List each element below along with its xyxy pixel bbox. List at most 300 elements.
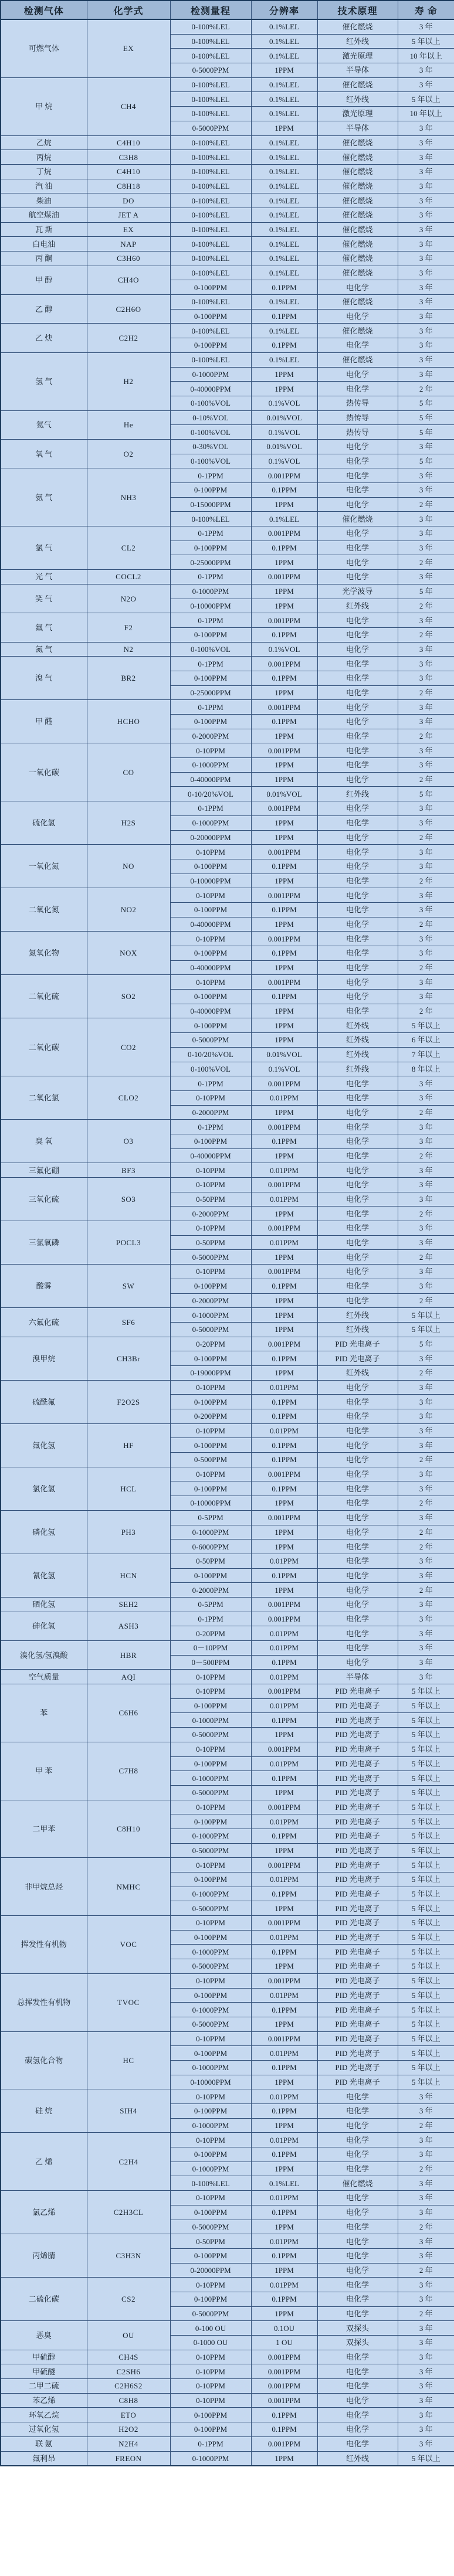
- resolution-cell: 0.1%LEL: [251, 107, 317, 121]
- principle-cell: PID 光电离子: [317, 1945, 398, 1959]
- resolution-cell: 1PPM: [251, 2075, 317, 2089]
- resolution-cell: 1PPM: [251, 1250, 317, 1265]
- range-cell: 0-1000PPM: [170, 1308, 251, 1323]
- table-row: [1, 208, 454, 222]
- principle-cell: 电化学: [317, 613, 398, 628]
- lifespan-cell: 5 年以上: [398, 1887, 454, 1901]
- gas-name-cell: 氮 气: [1, 642, 87, 657]
- lifespan-cell: 5 年以上: [398, 1901, 454, 1916]
- gas-name-cell: 三氟化硼: [1, 1163, 87, 1178]
- lifespan-cell: 3 年: [398, 932, 454, 946]
- table-row: [1, 526, 454, 541]
- lifespan-cell: 3 年: [398, 859, 454, 874]
- resolution-cell: 0.001PPM: [251, 743, 317, 758]
- range-cell: 0-100PPM: [170, 1930, 251, 1945]
- range-cell: 0-100PPM: [170, 1756, 251, 1771]
- chemical-formula-cell: SW: [87, 1265, 170, 1308]
- resolution-cell: 0.1%LEL: [251, 352, 317, 367]
- lifespan-cell: 3 年: [398, 946, 454, 961]
- range-cell: 0-100%LEL: [170, 92, 251, 107]
- principle-cell: 电化学: [317, 497, 398, 512]
- chemical-formula-cell: HCHO: [87, 700, 170, 743]
- principle-cell: 电化学: [317, 990, 398, 1004]
- table-row: [1, 150, 454, 165]
- resolution-cell: 0.001PPM: [251, 1916, 317, 1931]
- gas-name-cell: 丙烯腈: [1, 2234, 87, 2278]
- resolution-cell: 0.1%LEL: [251, 19, 317, 34]
- resolution-cell: 1PPM: [251, 121, 317, 135]
- principle-cell: PID 光电离子: [317, 1337, 398, 1351]
- chemical-formula-cell: CLO2: [87, 1076, 170, 1120]
- gas-name-cell: 环氧乙烷: [1, 2408, 87, 2422]
- lifespan-cell: 3 年: [398, 845, 454, 859]
- column-header-0: 检测气体: [1, 1, 87, 19]
- lifespan-cell: 3 年: [398, 179, 454, 193]
- resolution-cell: 0.1PPM: [251, 1409, 317, 1424]
- lifespan-cell: 2 年: [398, 685, 454, 700]
- lifespan-cell: 3 年: [398, 121, 454, 135]
- resolution-cell: 0.001PPM: [251, 1684, 317, 1699]
- lifespan-cell: 3 年: [398, 657, 454, 671]
- principle-cell: 半导体: [317, 121, 398, 135]
- range-cell: 0-100 OU: [170, 2321, 251, 2336]
- chemical-formula-cell: N2: [87, 642, 170, 657]
- resolution-cell: 1PPM: [251, 1207, 317, 1221]
- principle-cell: 电化学: [317, 888, 398, 903]
- table-row: [1, 2422, 454, 2437]
- principle-cell: PID 光电离子: [317, 2046, 398, 2061]
- table-row: [1, 888, 454, 903]
- resolution-cell: 1PPM: [251, 874, 317, 888]
- principle-cell: 电化学: [317, 729, 398, 743]
- resolution-cell: 0.1PPM: [251, 946, 317, 961]
- principle-cell: 催化燃烧: [317, 352, 398, 367]
- resolution-cell: 0.001PPM: [251, 932, 317, 946]
- range-cell: 0-100PPM: [170, 2046, 251, 2061]
- gas-name-cell: 光 气: [1, 570, 87, 584]
- lifespan-cell: 3 年: [398, 1221, 454, 1236]
- resolution-cell: 1PPM: [251, 2451, 317, 2466]
- resolution-cell: 0.001PPM: [251, 570, 317, 584]
- principle-cell: 电化学: [317, 2104, 398, 2119]
- lifespan-cell: 3 年: [398, 1279, 454, 1293]
- table-row: [1, 2364, 454, 2379]
- lifespan-cell: 5 年以上: [398, 2075, 454, 2089]
- resolution-cell: 0.01%VOL: [251, 1047, 317, 1062]
- resolution-cell: 0.001PPM: [251, 1337, 317, 1351]
- lifespan-cell: 2 年: [398, 2220, 454, 2234]
- range-cell: 0-100%LEL: [170, 324, 251, 338]
- principle-cell: 红外线: [317, 1308, 398, 1323]
- range-cell: 0-5000PPM: [170, 1785, 251, 1800]
- lifespan-cell: 5 年以上: [398, 1800, 454, 1814]
- principle-cell: 电化学: [317, 338, 398, 353]
- range-cell: 0-100PPM: [170, 1481, 251, 1496]
- range-cell: 0-40000PPM: [170, 772, 251, 787]
- principle-cell: 电化学: [317, 657, 398, 671]
- range-cell: 0-1PPM: [170, 801, 251, 816]
- principle-cell: 电化学: [317, 2408, 398, 2422]
- table-row: [1, 1973, 454, 1988]
- table-row: [1, 2408, 454, 2422]
- lifespan-cell: 3 年: [398, 1192, 454, 1207]
- gas-name-cell: 甲 苯: [1, 1742, 87, 1800]
- range-cell: 0-1PPM: [170, 1612, 251, 1626]
- lifespan-cell: 3 年: [398, 439, 454, 454]
- chemical-formula-cell: SO2: [87, 975, 170, 1018]
- lifespan-cell: 3 年: [398, 63, 454, 78]
- lifespan-cell: 3 年: [398, 613, 454, 628]
- lifespan-cell: 3 年: [398, 2234, 454, 2249]
- range-cell: 0-5000PPM: [170, 1033, 251, 1048]
- range-cell: 0-50PPM: [170, 2234, 251, 2249]
- range-cell: 0-1PPM: [170, 1076, 251, 1091]
- table-row: [1, 222, 454, 237]
- range-cell: 0-10PPM: [170, 743, 251, 758]
- chemical-formula-cell: C2H2: [87, 324, 170, 352]
- resolution-cell: 0.1PPM: [251, 2104, 317, 2119]
- lifespan-cell: 5 年以上: [398, 1728, 454, 1742]
- range-cell: 0-10PPM: [170, 1178, 251, 1192]
- table-row: [1, 1076, 454, 1091]
- principle-cell: PID 光电离子: [317, 1916, 398, 1931]
- lifespan-cell: 3 年: [398, 512, 454, 526]
- resolution-cell: 0.001PPM: [251, 1742, 317, 1756]
- range-cell: 0-40000PPM: [170, 917, 251, 932]
- table-row: [1, 1641, 454, 1656]
- range-cell: 0-10PPM: [170, 1684, 251, 1699]
- principle-cell: 电化学: [317, 2393, 398, 2408]
- chemical-formula-cell: BF3: [87, 1163, 170, 1178]
- chemical-formula-cell: NH3: [87, 468, 170, 526]
- resolution-cell: 1PPM: [251, 815, 317, 830]
- range-cell: 0-10%VOL: [170, 410, 251, 425]
- resolution-cell: 1PPM: [251, 584, 317, 599]
- range-cell: 0-100PPM: [170, 859, 251, 874]
- principle-cell: PID 光电离子: [317, 1800, 398, 1814]
- lifespan-cell: 2 年: [398, 1293, 454, 1308]
- gas-name-cell: 恶臭: [1, 2321, 87, 2350]
- range-cell: 0-1000PPM: [170, 1525, 251, 1540]
- range-cell: 0-10PPM: [170, 2278, 251, 2292]
- resolution-cell: 0.001PPM: [251, 700, 317, 715]
- gas-name-cell: 氰化氢: [1, 1554, 87, 1597]
- chemical-formula-cell: ASH3: [87, 1612, 170, 1640]
- lifespan-cell: 2 年: [398, 772, 454, 787]
- principle-cell: 激光原理: [317, 49, 398, 63]
- principle-cell: 电化学: [317, 2278, 398, 2292]
- principle-cell: 电化学: [317, 382, 398, 396]
- principle-cell: 电化学: [317, 309, 398, 324]
- resolution-cell: 0.1PPM: [251, 483, 317, 498]
- range-cell: 0-1PPM: [170, 700, 251, 715]
- chemical-formula-cell: C2SH6: [87, 2364, 170, 2379]
- lifespan-cell: 5 年: [398, 410, 454, 425]
- gas-name-cell: 二硫化碳: [1, 2278, 87, 2321]
- table-row: [1, 932, 454, 946]
- table-row: [1, 266, 454, 280]
- gas-name-cell: 二氧化氮: [1, 888, 87, 932]
- principle-cell: 电化学: [317, 1438, 398, 1453]
- gas-name-cell: 航空煤油: [1, 208, 87, 222]
- table-row: [1, 613, 454, 628]
- resolution-cell: 0.001PPM: [251, 613, 317, 628]
- lifespan-cell: 2 年: [398, 729, 454, 743]
- range-cell: 0-1000PPM: [170, 2451, 251, 2466]
- range-cell: 0-1000PPM: [170, 367, 251, 382]
- lifespan-cell: 3 年: [398, 1641, 454, 1656]
- resolution-cell: 1PPM: [251, 1901, 317, 1916]
- principle-cell: 催化燃烧: [317, 512, 398, 526]
- table-row: [1, 2133, 454, 2147]
- gas-name-cell: 溴化氢/氢溴酸: [1, 1641, 87, 1670]
- principle-cell: PID 光电离子: [317, 1988, 398, 2003]
- range-cell: 0-10PPM: [170, 1380, 251, 1395]
- resolution-cell: 0.1%VOL: [251, 454, 317, 468]
- lifespan-cell: 2 年: [398, 1148, 454, 1163]
- resolution-cell: 0.01PPM: [251, 1814, 317, 1829]
- principle-cell: PID 光电离子: [317, 2017, 398, 2031]
- resolution-cell: 0.001PPM: [251, 888, 317, 903]
- principle-cell: 电化学: [317, 1467, 398, 1481]
- principle-cell: 电化学: [317, 1265, 398, 1279]
- gas-name-cell: 苯乙烯: [1, 2393, 87, 2408]
- resolution-cell: 0.01PPM: [251, 1872, 317, 1887]
- chemical-formula-cell: HC: [87, 2031, 170, 2089]
- resolution-cell: 1PPM: [251, 1785, 317, 1800]
- resolution-cell: 0.1PPM: [251, 1453, 317, 1467]
- range-cell: 0-100PPM: [170, 2408, 251, 2422]
- lifespan-cell: 5 年以上: [398, 1771, 454, 1786]
- principle-cell: 电化学: [317, 2205, 398, 2220]
- resolution-cell: 1PPM: [251, 63, 317, 78]
- lifespan-cell: 5 年以上: [398, 2017, 454, 2031]
- gas-name-cell: 甲 醇: [1, 266, 87, 294]
- resolution-cell: 1PPM: [251, 1496, 317, 1511]
- principle-cell: PID 光电离子: [317, 1684, 398, 1699]
- resolution-cell: 0.01PPM: [251, 1090, 317, 1105]
- principle-cell: PID 光电离子: [317, 1351, 398, 1366]
- lifespan-cell: 3 年: [398, 2176, 454, 2191]
- lifespan-cell: 3 年: [398, 715, 454, 729]
- range-cell: 0-5000PPM: [170, 2220, 251, 2234]
- gas-name-cell: 二甲二硫: [1, 2379, 87, 2394]
- principle-cell: 电化学: [317, 541, 398, 555]
- lifespan-cell: 3 年: [398, 2089, 454, 2104]
- gas-name-cell: 氯乙烯: [1, 2191, 87, 2234]
- column-header-1: 化学式: [87, 1, 170, 19]
- range-cell: 0-19000PPM: [170, 1365, 251, 1380]
- resolution-cell: 0.001PPM: [251, 2379, 317, 2394]
- resolution-cell: 0.001PPM: [251, 1076, 317, 1091]
- gas-name-cell: 硅 烷: [1, 2089, 87, 2133]
- table-row: [1, 1800, 454, 1814]
- resolution-cell: 0.1PPM: [251, 2292, 317, 2306]
- principle-cell: 电化学: [317, 772, 398, 787]
- resolution-cell: 0.01PPM: [251, 1756, 317, 1771]
- resolution-cell: 1PPM: [251, 758, 317, 773]
- chemical-formula-cell: N2H4: [87, 2436, 170, 2451]
- gas-name-cell: 臭 氧: [1, 1120, 87, 1163]
- principle-cell: 电化学: [317, 1612, 398, 1626]
- gas-name-cell: 氧 气: [1, 439, 87, 468]
- resolution-cell: 0.1%LEL: [251, 2176, 317, 2191]
- resolution-cell: 1PPM: [251, 1583, 317, 1598]
- principle-cell: PID 光电离子: [317, 1843, 398, 1858]
- range-cell: 0-100PPM: [170, 1351, 251, 1366]
- principle-cell: 红外线: [317, 2451, 398, 2466]
- lifespan-cell: 3 年: [398, 1351, 454, 1366]
- principle-cell: 电化学: [317, 700, 398, 715]
- principle-cell: 电化学: [317, 2118, 398, 2133]
- chemical-formula-cell: CH4O: [87, 266, 170, 294]
- range-cell: 0-100PPM: [170, 2248, 251, 2263]
- lifespan-cell: 3 年: [398, 352, 454, 367]
- gas-name-cell: 磷化氢: [1, 1510, 87, 1554]
- range-cell: 0-10PPM: [170, 932, 251, 946]
- principle-cell: PID 光电离子: [317, 1858, 398, 1872]
- chemical-formula-cell: F2O2S: [87, 1380, 170, 1423]
- range-cell: 0-25000PPM: [170, 555, 251, 570]
- lifespan-cell: 2 年: [398, 2306, 454, 2321]
- range-cell: 0-10PPM: [170, 1221, 251, 1236]
- chemical-formula-cell: NOX: [87, 932, 170, 975]
- principle-cell: 电化学: [317, 1148, 398, 1163]
- lifespan-cell: 5 年: [398, 787, 454, 801]
- range-cell: 0-100%LEL: [170, 266, 251, 280]
- range-cell: 0-100PPM: [170, 1134, 251, 1148]
- principle-cell: PID 光电离子: [317, 1814, 398, 1829]
- principle-cell: 催化燃烧: [317, 2176, 398, 2191]
- chemical-formula-cell: ETO: [87, 2408, 170, 2422]
- lifespan-cell: 2 年: [398, 1207, 454, 1221]
- gas-name-cell: 乙 炔: [1, 324, 87, 352]
- chemical-formula-cell: C3H60: [87, 252, 170, 266]
- principle-cell: 电化学: [317, 758, 398, 773]
- resolution-cell: 0.1%LEL: [251, 295, 317, 310]
- range-cell: 0-100%LEL: [170, 2176, 251, 2191]
- resolution-cell: 0.01PPM: [251, 2278, 317, 2292]
- chemical-formula-cell: NMHC: [87, 1858, 170, 1916]
- resolution-cell: 0.01%VOL: [251, 410, 317, 425]
- range-cell: 0-100PPM: [170, 2104, 251, 2119]
- resolution-cell: 0.1PPM: [251, 2060, 317, 2075]
- principle-cell: 催化燃烧: [317, 150, 398, 165]
- range-cell: 0-40000PPM: [170, 382, 251, 396]
- gas-name-cell: 乙 醇: [1, 295, 87, 324]
- lifespan-cell: 5 年以上: [398, 2003, 454, 2017]
- principle-cell: 电化学: [317, 1453, 398, 1467]
- resolution-cell: 0.1PPM: [251, 2408, 317, 2422]
- principle-cell: 电化学: [317, 1163, 398, 1178]
- lifespan-cell: 10 年以上: [398, 49, 454, 63]
- resolution-cell: 0.1%LEL: [251, 77, 317, 92]
- resolution-cell: 0.1%LEL: [251, 222, 317, 237]
- principle-cell: 红外线: [317, 1018, 398, 1033]
- range-cell: 0-100%VOL: [170, 396, 251, 410]
- resolution-cell: 1PPM: [251, 729, 317, 743]
- principle-cell: 电化学: [317, 1626, 398, 1641]
- principle-cell: 电化学: [317, 1583, 398, 1598]
- principle-cell: 电化学: [317, 2133, 398, 2147]
- range-cell: 0-2000PPM: [170, 1207, 251, 1221]
- principle-cell: 电化学: [317, 2089, 398, 2104]
- principle-cell: PID 光电离子: [317, 1901, 398, 1916]
- range-cell: 0-100PPM: [170, 309, 251, 324]
- lifespan-cell: 3 年: [398, 1090, 454, 1105]
- table-row: [1, 439, 454, 454]
- resolution-cell: 1PPM: [251, 367, 317, 382]
- lifespan-cell: 3 年: [398, 237, 454, 252]
- principle-cell: PID 光电离子: [317, 1930, 398, 1945]
- chemical-formula-cell: F2: [87, 613, 170, 642]
- gas-name-cell: 笑 气: [1, 584, 87, 613]
- lifespan-cell: 2 年: [398, 917, 454, 932]
- lifespan-cell: 3 年: [398, 888, 454, 903]
- table-row: [1, 295, 454, 310]
- resolution-cell: 1PPM: [251, 2118, 317, 2133]
- lifespan-cell: 5 年以上: [398, 1756, 454, 1771]
- resolution-cell: 0.1PPM: [251, 1829, 317, 1843]
- gas-name-cell: 三氧化硫: [1, 1178, 87, 1221]
- lifespan-cell: 5 年以上: [398, 1814, 454, 1829]
- lifespan-cell: 3 年: [398, 743, 454, 758]
- table-row: [1, 2379, 454, 2394]
- gas-name-cell: 氢 气: [1, 352, 87, 410]
- resolution-cell: 1PPM: [251, 497, 317, 512]
- lifespan-cell: 2 年: [398, 1105, 454, 1120]
- principle-cell: 电化学: [317, 815, 398, 830]
- resolution-cell: 0.1OU: [251, 2321, 317, 2336]
- lifespan-cell: 2 年: [398, 874, 454, 888]
- resolution-cell: 0.1%LEL: [251, 49, 317, 63]
- resolution-cell: 1PPM: [251, 2017, 317, 2031]
- table-row: [1, 2031, 454, 2046]
- range-cell: 0-5PPM: [170, 1597, 251, 1612]
- resolution-cell: 1PPM: [251, 1959, 317, 1974]
- lifespan-cell: 3 年: [398, 1380, 454, 1395]
- range-cell: 0-10PPM: [170, 1090, 251, 1105]
- principle-cell: 电化学: [317, 2350, 398, 2364]
- lifespan-cell: 3 年: [398, 2336, 454, 2350]
- resolution-cell: 0.1PPM: [251, 2003, 317, 2017]
- gas-name-cell: 溴甲烷: [1, 1337, 87, 1380]
- resolution-cell: 1PPM: [251, 772, 317, 787]
- resolution-cell: 0.1PPM: [251, 1655, 317, 1670]
- principle-cell: 电化学: [317, 1496, 398, 1511]
- lifespan-cell: 5 年以上: [398, 1742, 454, 1756]
- table-row: [1, 1163, 454, 1178]
- resolution-cell: 0.001PPM: [251, 845, 317, 859]
- lifespan-cell: 3 年: [398, 2205, 454, 2220]
- resolution-cell: 0.01%VOL: [251, 787, 317, 801]
- range-cell: 0-100%LEL: [170, 150, 251, 165]
- chemical-formula-cell: EX: [87, 222, 170, 237]
- gas-name-cell: 氮氧化物: [1, 932, 87, 975]
- range-cell: 0-10/20%VOL: [170, 1047, 251, 1062]
- resolution-cell: 1PPM: [251, 917, 317, 932]
- resolution-cell: 0.1%LEL: [251, 208, 317, 222]
- resolution-cell: 1PPM: [251, 1033, 317, 1048]
- range-cell: 0-100PPM: [170, 2205, 251, 2220]
- lifespan-cell: 3 年: [398, 1423, 454, 1438]
- principle-cell: 催化燃烧: [317, 324, 398, 338]
- principle-cell: 电化学: [317, 1409, 398, 1424]
- principle-cell: 光学波导: [317, 584, 398, 599]
- gas-name-cell: 白电油: [1, 237, 87, 252]
- resolution-cell: 0.1PPM: [251, 627, 317, 642]
- lifespan-cell: 2 年: [398, 960, 454, 975]
